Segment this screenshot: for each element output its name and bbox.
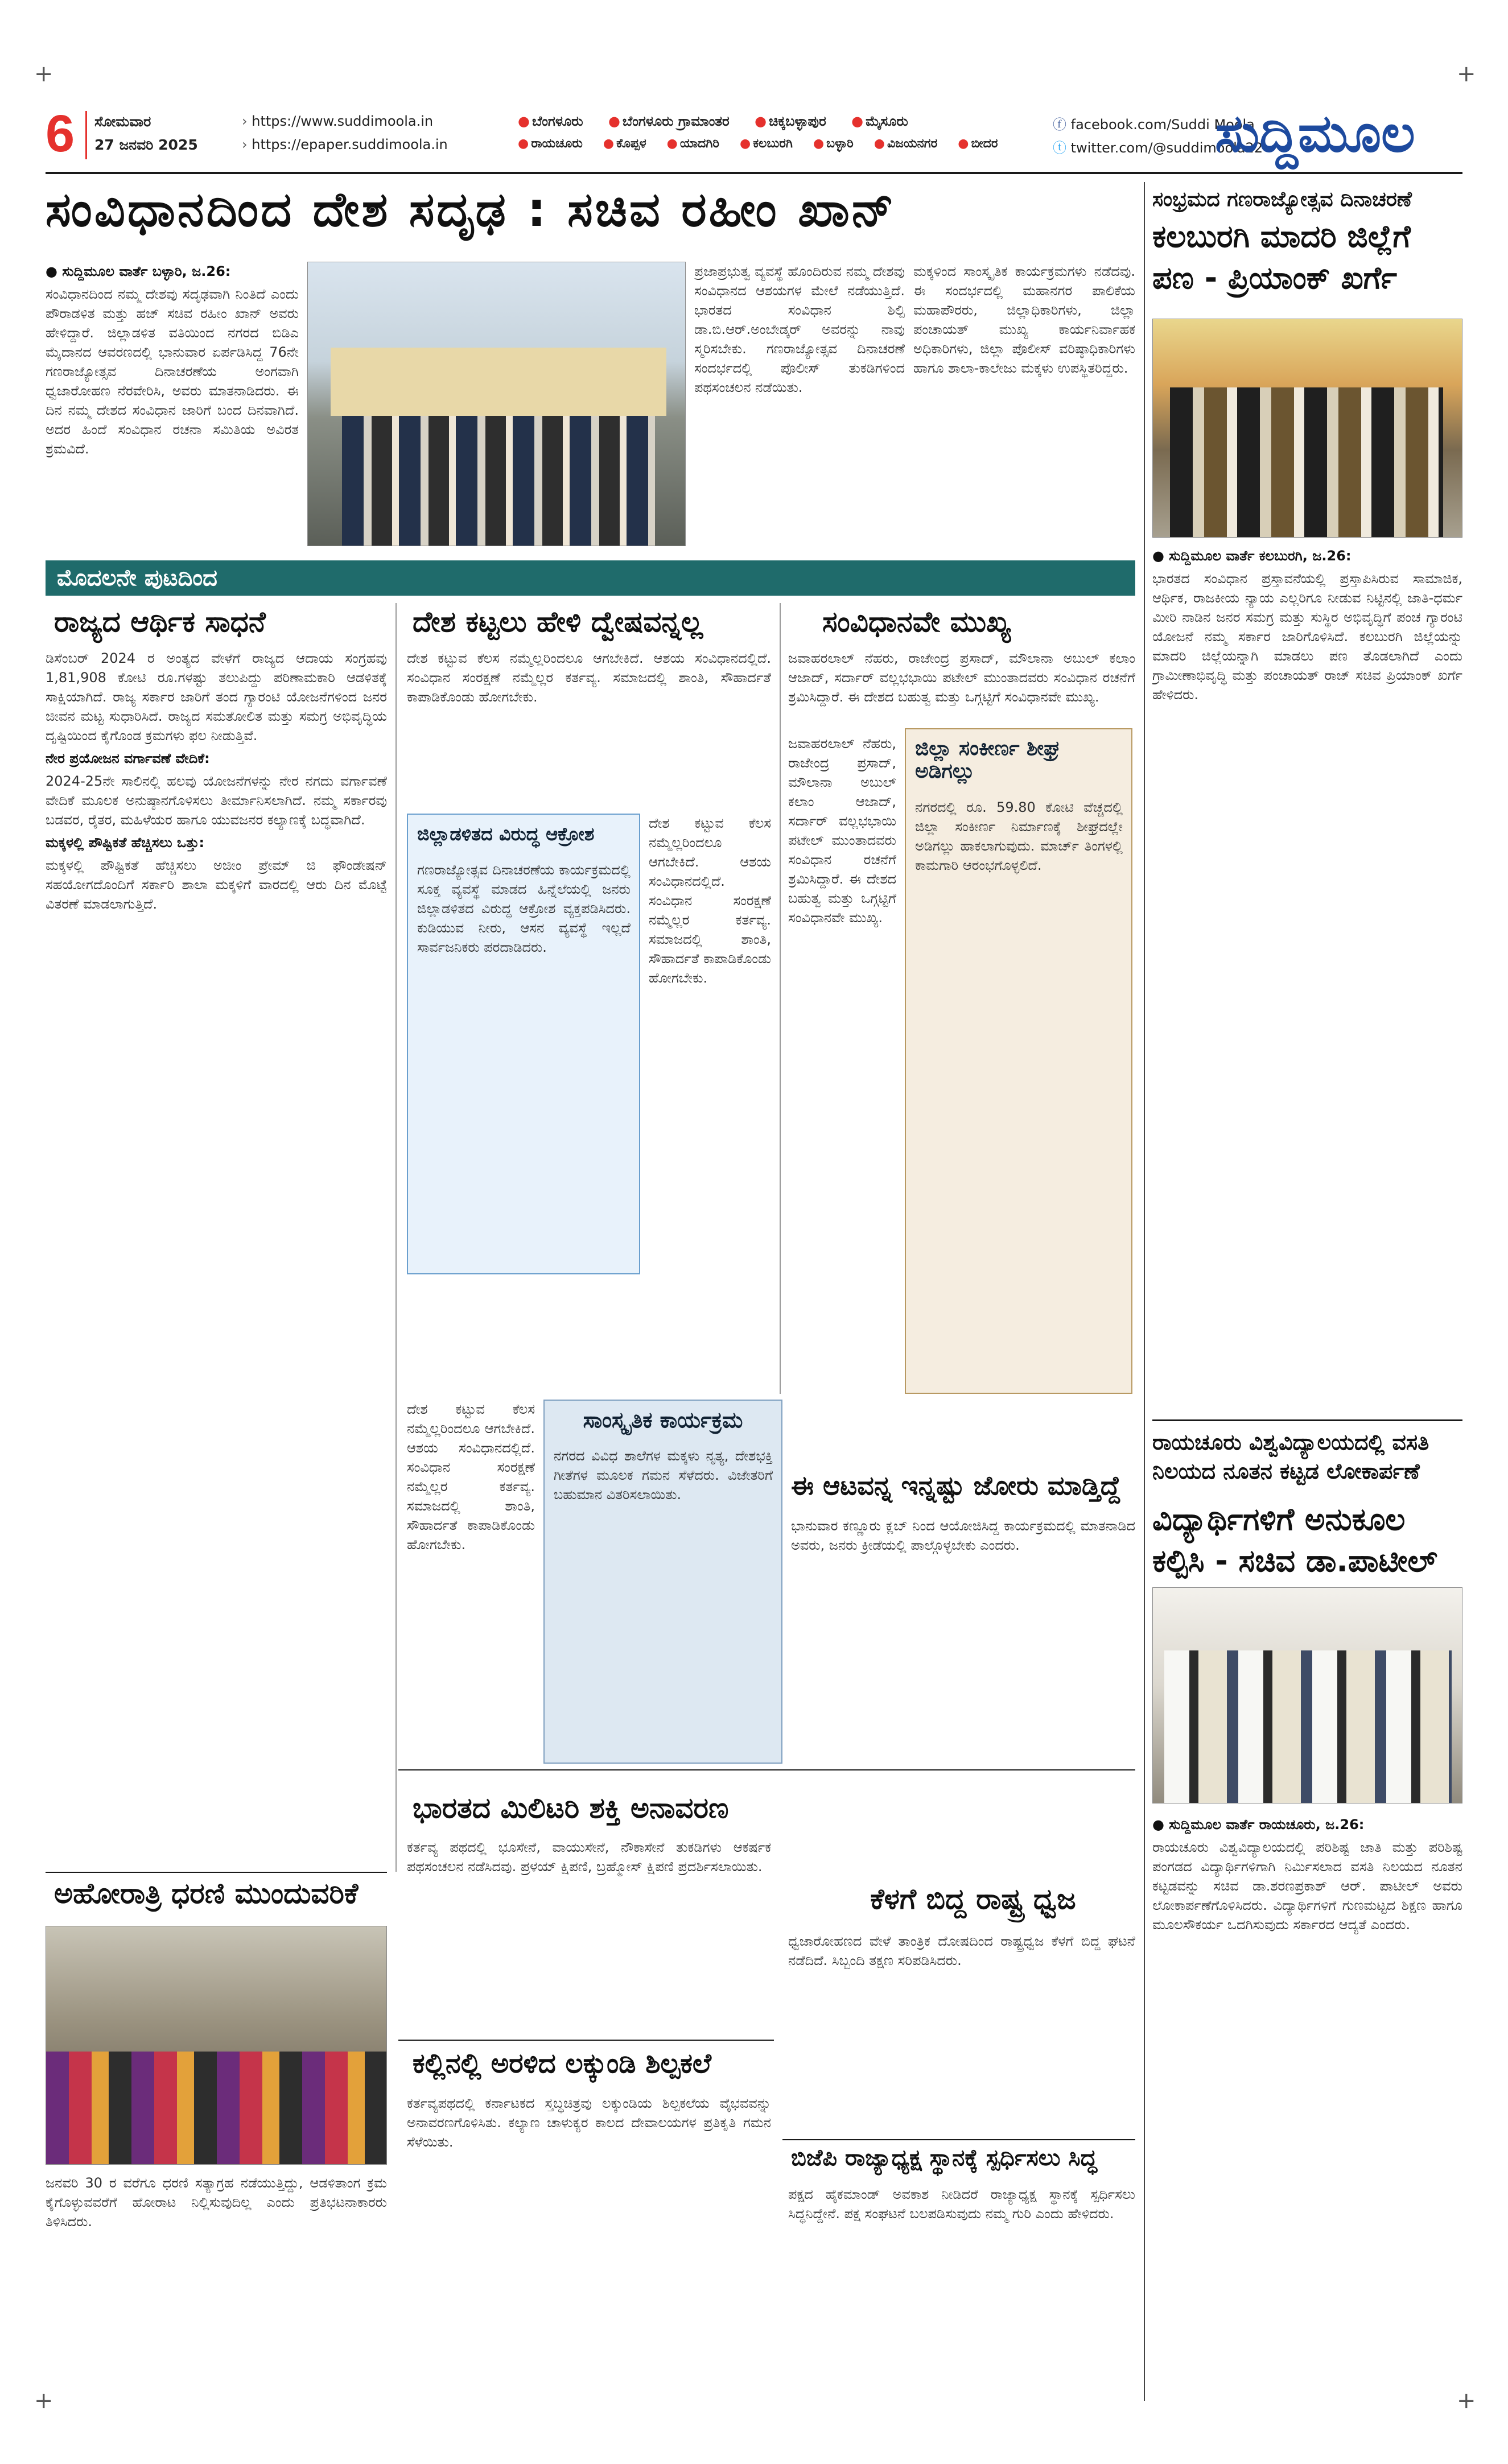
- economy-story: [46, 649, 387, 1860]
- registration-mark: +: [1457, 61, 1476, 87]
- place-label: ಬಳ್ಳಾರಿ: [826, 137, 854, 151]
- subheading: ಮಕ್ಕಳಲ್ಲಿ ಪೌಷ್ಟಿಕತೆ ಹೆಚ್ಚಿಸಲು ಒತ್ತು:: [46, 835, 205, 851]
- nation-story-continued: [649, 814, 771, 1274]
- place-label: ಯಾದಗಿರಿ: [679, 137, 720, 151]
- section-rule: [398, 2040, 774, 2041]
- facebook-icon: ⓕ: [1053, 117, 1066, 133]
- story-text: ಜವಾಹರಲಾಲ್ ನೆಹರು, ರಾಜೇಂದ್ರ ಪ್ರಸಾದ್, ಮೌಲಾನಾ ಅಬುಲ್ ಕಲಾಂ ಆಜಾದ್, ಸರ್ದಾರ್ ವಲ್ಲಭಭಾಯಿ ಪಟೇಲ್ ಮುಂತಾದವರು ಸಂವಿಧಾನ ರಚನೆಗೆ ಶ್ರಮಿಸಿದ್ದಾರೆ. ಈ ದೇಶದ ಬಹುತ್ವ ಮತ್ತು ಒಗ್ಗಟ್ಟಿಗೆ ಸಂವಿಧಾನವೇ ಮುಖ್ಯ.: [788, 736, 896, 926]
- story-headline: ಭಾರತದ ಮಿಲಿಟರಿ ಶಕ್ತಿ ಅನಾವರಣ: [413, 1792, 729, 1825]
- box-title: ಜಿಲ್ಲಾ ಸಂಕೀರ್ಣ ಶೀಘ್ರ ಅಡಿಗಲ್ಲು: [915, 737, 1060, 783]
- ministers-group: [1164, 1650, 1452, 1803]
- box-title: ಜಿಲ್ಲಾಡಳಿತದ ವಿರುದ್ಧ ಆಕ್ರೋಶ: [417, 823, 595, 845]
- facebook-link[interactable]: ⓕ facebook.com/Suddi Moola: [1053, 117, 1255, 133]
- masthead-day: ಸೋಮವಾರ: [94, 113, 151, 130]
- chevron-right-icon: ›: [242, 113, 248, 129]
- lead-photo: [307, 262, 686, 546]
- constitution-story: [788, 649, 1135, 728]
- story-headline: ದೇಶ ಕಟ್ಟಲು ಹೇಳಿ ದ್ವೇಷವನ್ನಲ್ಲ: [413, 605, 703, 638]
- lead-text: ಪ್ರಜಾಪ್ರಭುತ್ವ ವ್ಯವಸ್ಥೆ ಹೊಂದಿರುವ ನಮ್ಮ ದೇಶವು ಸಂವಿಧಾನದ ಆಶಯಗಳ ಮೇಲೆ ನಡೆಯುತ್ತಿದೆ. ಭಾರತದ ಸಂವಿಧಾನ ಶಿಲ್ಪಿ ಡಾ.ಬಿ.ಆರ್.ಅಂಬೇಡ್ಕರ್ ಅವರನ್ನು ನಾವು ಸ್ಮರಿಸಬೇಕು. ಗಣರಾಜ್ಯೋತ್ಸವ ದಿನಾಚರಣೆ ಸಂದರ್ಭದಲ್ಲಿ ಪೊಲೀಸ್ ತುಕಡಿಗಳಿಂದ ಪಥಸಂಚಲನ ನಡೆಯಿತು.: [694, 263, 905, 395]
- masthead-date: 27 ಜನವರಿ 2025: [94, 137, 198, 153]
- place-label: ಚಿಕ್ಕಬಳ್ಳಾಪುರ: [769, 113, 826, 129]
- story-text: ಭಾರತದ ಸಂವಿಧಾನ ಪ್ರಸ್ತಾವನೆಯಲ್ಲಿ ಪ್ರಸ್ತಾಪಿಸಿರುವ ಸಾಮಾಜಿಕ, ಆರ್ಥಿಕ, ರಾಜಕೀಯ ನ್ಯಾಯ ಎಲ್ಲರಿಗೂ ನೀಡುವ ನಿಟ್ಟಿನಲ್ಲಿ ಜಾತಿ-ಧರ್ಮ ಮೀರಿ ನಾಡಿನ ಜನರ ಸಮಗ್ರ ಮತ್ತು ಸುಸ್ಥಿರ ಅಭಿವೃದ್ಧಿಗೆ ಪಂಚ ಗ್ಯಾರಂಟಿ ಯೋಜನೆ ನಮ್ಮ ಸರ್ಕಾರ ಜಾರಿಗೊಳಿಸಿದೆ. ಕಲಬುರಗಿ ಜಿಲ್ಲೆಯನ್ನು ಮಾದರಿ ಜಿಲ್ಲೆಯನ್ನಾಗಿ ಮಾಡಲು ಪಣ ತೊಡಲಾಗಿದೆ ಎಂದು ಗ್ರಾಮೀಣಾಭಿವೃದ್ಧಿ ಮತ್ತು ಪಂಚಾಯತ್ ರಾಜ್ ಸಚಿವ ಪ್ರಿಯಾಂಕ್ ಖರ್ಗೆ ಹೇಳಿದರು.: [1152, 571, 1462, 703]
- story-text: ಕರ್ತವ್ಯಪಥದಲ್ಲಿ ಕರ್ನಾಟಕದ ಸ್ತಬ್ಧಚಿತ್ರವು ಲಕ್ಕುಂಡಿಯ ಶಿಲ್ಪಕಲೆಯ ವೈಭವವನ್ನು ಅನಾವರಣಗೊಳಿಸಿತು. ಕಲ್ಯಾಣ ಚಾಳುಕ್ಯರ ಕಾಲದ ದೇವಾಲಯಗಳ ಪ್ರತಿಕೃತಿ ಗಮನ ಸೆಳೆಯಿತು.: [407, 2095, 771, 2150]
- story-text: ಭಾನುವಾರ ಕಣ್ಣೂರು ಕ್ಲಬ್ ನಿಂದ ಆಯೋಜಿಸಿದ್ದ ಕಾರ್ಯಕ್ರಮದಲ್ಲಿ ಮಾತನಾಡಿದ ಅವರು, ಜನರು ಕ್ರೀಡೆಯಲ್ಲಿ ಪಾಲ್ಗೊಳ್ಳಬೇಕು ಎಂದರು.: [791, 1518, 1135, 1553]
- story-headline: ಕಲಬುರಗಿ ಮಾದರಿ ಜಿಲ್ಲೆಗೆ ಪಣ - ಪ್ರಿಯಾಂಕ್ ಖರ್ಗೆ: [1152, 218, 1411, 296]
- epaper-link[interactable]: › https://epaper.suddimoola.in: [242, 137, 448, 152]
- story-headline: ರಾಜ್ಯದ ಆರ್ಥಿಕ ಸಾಧನೆ: [54, 605, 266, 638]
- section-rule: [782, 2139, 1135, 2140]
- story-headline: ಅಹೋರಾತ್ರಿ ಧರಣಿ ಮುಂದುವರಿಕೆ: [54, 1877, 359, 1910]
- republic-day-photo: [1152, 319, 1462, 538]
- district-protest-box: [407, 814, 640, 1274]
- story-text: ದೇಶ ಕಟ್ಟುವ ಕೆಲಸ ನಮ್ಮೆಲ್ಲರಿಂದಲೂ ಆಗಬೇಕಿದೆ. ಆಶಯ ಸಂವಿಧಾನದಲ್ಲಿದೆ. ಸಂವಿಧಾನ ಸಂರಕ್ಷಣೆ ನಮ್ಮೆಲ್ಲರ ಕರ್ತವ್ಯ. ಸಮಾಜದಲ್ಲಿ ಶಾಂತಿ, ಸೌಹಾರ್ದತೆ ಕಾಪಾಡಿಕೊಂಡು ಹೋಗಬೇಕು.: [649, 815, 771, 986]
- story-headline: ಸಂವಿಧಾನವೇ ಮುಖ್ಯ: [822, 605, 1011, 638]
- divider: [85, 111, 87, 159]
- cultural-program-box: [543, 1400, 782, 1764]
- twitter-icon: ⓣ: [1053, 140, 1066, 156]
- nation-story-continued: [407, 1400, 535, 1764]
- registration-mark: +: [34, 61, 53, 87]
- registration-mark: +: [34, 2388, 53, 2414]
- column-divider: [780, 603, 781, 1394]
- column-divider: [1144, 182, 1145, 2401]
- story-text: 2024-25ನೇ ಸಾಲಿನಲ್ಲಿ ಹಲವು ಯೋಜನೆಗಳನ್ನು ನೇರ ನಗದು ವರ್ಗಾವಣೆ ವೇದಿಕೆ ಮೂಲಕ ಅನುಷ್ಠಾನಗೊಳಿಸಲು ತೀರ್ಮಾನಿಸಲಾಗಿದೆ. ನಮ್ಮ ಸರ್ಕಾರವು ಬಡವರ, ರೈತರ, ಮಹಿಳೆಯರ ಹಾಗೂ ಯುವಜನರ ಕಲ್ಯಾಣಕ್ಕೆ ಬದ್ಧವಾಗಿದೆ.: [46, 773, 387, 828]
- dignitaries-group: [342, 416, 655, 546]
- twitter-link[interactable]: ⓣ twitter.com/@suddimoola22: [1053, 140, 1263, 156]
- story-text: ರಾಯಚೂರು ವಿಶ್ವವಿದ್ಯಾಲಯದಲ್ಲಿ ಪರಿಶಿಷ್ಟ ಜಾತಿ ಮತ್ತು ಪರಿಶಿಷ್ಟ ಪಂಗಡದ ವಿದ್ಯಾರ್ಥಿಗಳಿಗಾಗಿ ನಿರ್ಮಿಸಲಾದ ವಸತಿ ನಿಲಯದ ನೂತನ ಕಟ್ಟಡವನ್ನು ಸಚಿವ ಡಾ.ಶರಣಪ್ರಕಾಶ್ ಆರ್. ಪಾಟೀಲ್ ಅವರು ಲೋಕಾರ್ಪಣೆಗೊಳಿಸಿದರು. ವಿದ್ಯಾರ್ಥಿಗಳಿಗೆ ಗುಣಮಟ್ಟದ ಶಿಕ್ಷಣ ಹಾಗೂ ಮೂಲಸೌಕರ್ಯ ಒದಗಿಸುವುದು ಸರ್ಕಾರದ ಆದ್ಯತೆ ಎಂದರು.: [1152, 1839, 1462, 1933]
- box-text: ನಗರದ ವಿವಿಧ ಶಾಲೆಗಳ ಮಕ್ಕಳು ನೃತ್ಯ, ದೇಶಭಕ್ತಿ ಗೀತೆಗಳ ಮೂಲಕ ಗಮನ ಸೆಳೆದರು. ವಿಜೇತರಿಗೆ ಬಹುಮಾನ ವಿತರಿಸಲಾಯಿತು.: [554, 1448, 773, 1503]
- kicker: ಸಂಭ್ರಮದ ಗಣರಾಜ್ಯೋತ್ಸವ ದಿನಾಚರಣೆ: [1152, 188, 1412, 211]
- story-headline: ವಿದ್ಯಾರ್ಥಿಗಳಿಗೆ ಅನುಕೂಲ ಕಲ್ಪಿಸಿ - ಸಚಿವ ಡಾ.ಪಾಟೀಲ್: [1152, 1501, 1437, 1579]
- place-label: ವಿಜಯನಗರ: [887, 137, 938, 151]
- officials-group: [1170, 387, 1443, 538]
- box-text: ಗಣರಾಜ್ಯೋತ್ಸವ ದಿನಾಚರಣೆಯ ಕಾರ್ಯಕ್ರಮದಲ್ಲಿ ಸೂಕ್ತ ವ್ಯವಸ್ಥೆ ಮಾಡದ ಹಿನ್ನೆಲೆಯಲ್ಲಿ ಜನರು ಜಿಲ್ಲಾಡಳಿತದ ವಿರುದ್ಧ ಆಕ್ರೋಶ ವ್ಯಕ್ತಪಡಿಸಿದರು. ಕುಡಿಯುವ ನೀರು, ಆಸನ ವ್ಯವಸ್ಥೆ ಇಲ್ಲದೆ ಸಾರ್ವಜನಿಕರು ಪರದಾಡಿದರು.: [417, 862, 631, 955]
- subheading: ನೇರ ಪ್ರಯೋಜನ ವರ್ಗಾವಣೆ ವೇದಿಕೆ:: [46, 750, 210, 766]
- story-text: ಮಕ್ಕಳಲ್ಲಿ ಪೌಷ್ಟಿಕತೆ ಹೆಚ್ಚಿಸಲು ಅಜೀಂ ಪ್ರೇಮ್ ಜಿ ಫೌಂಡೇಷನ್ ಸಹಯೋಗದೊಂದಿಗೆ ಸರ್ಕಾರಿ ಶಾಲಾ ಮಕ್ಕಳಿಗೆ ವಾರದಲ್ಲಿ ಆರು ದಿನ ಮೊಟ್ಟೆ ವಿತರಣೆ ಮಾಡಲಾಗುತ್ತಿದೆ.: [46, 857, 387, 912]
- places-row-2: ● ರಾಯಚೂರು ● ಕೊಪ್ಪಳ ● ಯಾದಗಿರಿ ● ಕಲಬುರಗಿ ● ಬಳ್ಳಾರಿ ● ವಿಜಯನಗರ ● ಬೀದರ: [518, 137, 998, 151]
- raichur-photo: [1152, 1587, 1462, 1803]
- story-byline: ● ಸುದ್ದಿಮೂಲ ವಾರ್ತೆ ರಾಯಚೂರು, ಜ.26:: [1152, 1817, 1365, 1832]
- story-headline: ಬಿಜೆಪಿ ರಾಜ್ಯಾಧ್ಯಕ್ಷ ಸ್ಥಾನಕ್ಕೆ ಸ್ಪರ್ಧಿಸಲು ಸಿದ್ಧ: [791, 2145, 1097, 2171]
- lead-text: ಮಕ್ಕಳಿಂದ ಸಾಂಸ್ಕೃತಿಕ ಕಾರ್ಯಕ್ರಮಗಳು ನಡೆದವು. ಈ ಸಂದರ್ಭದಲ್ಲಿ ಮಹಾನಗರ ಪಾಲಿಕೆಯ ಮಹಾಪೌರರು, ಜಿಲ್ಲಾಧಿಕಾರಿಗಳು, ಜಿಲ್ಲಾ ಪಂಚಾಯತ್ ಮುಖ್ಯ ಕಾರ್ಯನಿರ್ವಾಹಕ ಅಧಿಕಾರಿಗಳು, ಜಿಲ್ಲಾ ಪೊಲೀಸ್ ವರಿಷ್ಠಾಧಿಕಾರಿಗಳು ಹಾಗೂ ಶಾಲಾ-ಕಾಲೇಜು ಮಕ್ಕಳು ಉಪಸ್ಥಿತರಿದ್ದರು.: [913, 263, 1135, 376]
- lead-column-3: [913, 262, 1135, 552]
- page-number: 6: [46, 105, 75, 163]
- story-text: ಜನವರಿ 30 ರ ವರೆಗೂ ಧರಣಿ ಸತ್ಯಾಗ್ರಹ ನಡೆಯುತ್ತಿದ್ದು, ಆಡಳಿತಾಂಗ ಕ್ರಮ ಕೈಗೊಳ್ಳುವವರೆಗೆ ಹೋರಾಟ ನಿಲ್ಲಿಸುವುದಿಲ್ಲ ಎಂದು ಪ್ರತಿಭಟನಾಕಾರರು ತಿಳಿಸಿದರು.: [46, 2175, 387, 2230]
- nation-story: [407, 649, 771, 808]
- lead-column-1: [46, 262, 299, 552]
- place-label: ಬೀದರ: [971, 137, 998, 151]
- stage-canopy: [331, 348, 666, 416]
- story-byline: ● ಸುದ್ದಿಮೂಲ ವಾರ್ತೆ ಕಲಬುರಗಿ, ಜ.26:: [1152, 548, 1352, 564]
- masthead-rule: [46, 172, 1462, 174]
- lead-column-2: [694, 262, 905, 552]
- lead-text: ಸಂವಿಧಾನದಿಂದ ನಮ್ಮ ದೇಶವು ಸದೃಢವಾಗಿ ನಿಂತಿದೆ ಎಂದು ಪೌರಾಡಳಿತ ಮತ್ತು ಹಜ್ ಸಚಿವ ರಹೀಂ ಖಾನ್ ಅವರು ಹೇಳಿದ್ದಾರೆ. ಜಿಲ್ಲಾಡಳಿತ ವತಿಯಿಂದ ನಗರದ ಬಿಡಿಎ ಮೈದಾನದ ಆವರಣದಲ್ಲಿ ಭಾನುವಾರ ಏರ್ಪಡಿಸಿದ್ದ 76ನೇ ಗಣರಾಜ್ಯೋತ್ಸವ ದಿನಾಚರಣೆಯ ಅಂಗವಾಗಿ ಧ್ವಜಾರೋಹಣ ನೆರವೇರಿಸಿ, ಅವರು ಮಾತನಾಡಿದರು. ಈ ದಿನ ನಮ್ಮ ದೇಶದ ಸಂವಿಧಾನ ಜಾರಿಗೆ ಬಂದ ದಿನವಾಗಿದೆ. ಅದರ ಹಿಂದೆ ಸಂವಿಧಾನ ರಚನಾ ಸಮಿತಿಯ ಅವಿರತ ಶ್ರಮವಿದೆ.: [46, 286, 299, 457]
- story-headline: ಈ ಆಟವನ್ನ ಇನ್ನಷ್ಟು ಜೋರು ಮಾಡ್ತಿದ್ದೆ: [791, 1470, 1121, 1501]
- continued-from-front-band: [46, 560, 1135, 596]
- story-text: ಪಕ್ಷದ ಹೈಕಮಾಂಡ್ ಅವಕಾಶ ನೀಡಿದರೆ ರಾಜ್ಯಾಧ್ಯಕ್ಷ ಸ್ಥಾನಕ್ಕೆ ಸ್ಪರ್ಧಿಸಲು ಸಿದ್ಧನಿದ್ದೇನೆ. ಪಕ್ಷ ಸಂಘಟನೆ ಬಲಪಡಿಸುವುದು ನಮ್ಮ ಗುರಿ ಎಂದು ಹೇಳಿದರು.: [788, 2186, 1135, 2222]
- band-label: ಮೊದಲನೇ ಪುಟದಿಂದ: [57, 565, 217, 591]
- story-text: ಕರ್ತವ್ಯ ಪಥದಲ್ಲಿ ಭೂಸೇನೆ, ವಾಯುಸೇನೆ, ನೌಕಾಸೇನೆ ತುಕಡಿಗಳು ಆಕರ್ಷಕ ಪಥಸಂಚಲನ ನಡೆಸಿದವು. ಪ್ರಳಯ್ ಕ್ಷಿಪಣಿ, ಬ್ರಹ್ಮೋಸ್ ಕ್ಷಿಪಣಿ ಪ್ರದರ್ಶಿಸಲಾಯಿತು.: [407, 1839, 771, 1875]
- section-rule: [1152, 1419, 1462, 1421]
- website-link[interactable]: › https://www.suddimoola.in: [242, 113, 434, 129]
- story-headline: ಕಲ್ಲಿನಲ್ಲಿ ಅರಳಿದ ಲಕ್ಕುಂಡಿ ಶಿಲ್ಪಕಲೆ: [413, 2048, 711, 2079]
- places-row-1: ● ಬೆಂಗಳೂರು ● ಬೆಂಗಳೂರು ಗ್ರಾಮಾಂತರ ● ಚಿಕ್ಕಬಳ್ಳಾಪುರ ● ಮೈಸೂರು: [518, 113, 908, 129]
- masthead: [46, 105, 1462, 168]
- place-label: ರಾಯಚೂರು: [531, 137, 583, 151]
- place-label: ಬೆಂಗಳೂರು ಗ್ರಾಮಾಂತರ: [622, 113, 730, 129]
- strike-story: [46, 2173, 387, 2401]
- campaign-story: [791, 1516, 1135, 1755]
- place-label: ಕೊಪ್ಪಳ: [616, 137, 646, 151]
- chevron-right-icon: ›: [242, 137, 248, 152]
- story-headline: ಕೆಳಗೆ ಬಿದ್ದ ರಾಷ್ಟ್ರ ಧ್ವಜ: [870, 1883, 1076, 1916]
- story-headline: ರಾಯಚೂರು ವಿಶ್ವವಿದ್ಯಾಲಯದಲ್ಲಿ ವಸತಿ ನಿಲಯದ ನೂತನ ಕಟ್ಟಡ ಲೋಕಾರ್ಪಣೆ: [1152, 1430, 1429, 1484]
- flag-story: [788, 1931, 1135, 2136]
- section-rule: [46, 1872, 387, 1873]
- story-text: ದೇಶ ಕಟ್ಟುವ ಕೆಲಸ ನಮ್ಮೆಲ್ಲರಿಂದಲೂ ಆಗಬೇಕಿದೆ. ಆಶಯ ಸಂವಿಧಾನದಲ್ಲಿದೆ. ಸಂವಿಧಾನ ಸಂರಕ್ಷಣೆ ನಮ್ಮೆಲ್ಲರ ಕರ್ತವ್ಯ. ಸಮಾಜದಲ್ಲಿ ಶಾಂತಿ, ಸೌಹಾರ್ದತೆ ಕಾಪಾಡಿಕೊಂಡು ಹೋಗಬೇಕು.: [407, 650, 771, 705]
- kalaburagi-story: [1152, 546, 1462, 1371]
- constitution-story-continued: [788, 734, 896, 1394]
- lead-byline: ● ಸುದ್ದಿಮೂಲ ವಾರ್ತೆ ಬಳ್ಳಾರಿ, ಜ.26:: [46, 263, 231, 279]
- box-text: ನಗರದಲ್ಲಿ ರೂ. 59.80 ಕೋಟಿ ವೆಚ್ಚದಲ್ಲಿ ಜಿಲ್ಲಾ ಸಂಕೀರ್ಣ ನಿರ್ಮಾಣಕ್ಕೆ ಶೀಘ್ರದಲ್ಲೇ ಅಡಿಗಲ್ಲು ಹಾಕಲಾಗುವುದು. ಮಾರ್ಚ್ ತಿಂಗಳಲ್ಲಿ ಕಾಮಗಾರಿ ಆರಂಭಗೊಳ್ಳಲಿದೆ.: [915, 799, 1123, 873]
- registration-mark: +: [1457, 2388, 1476, 2414]
- bjp-story: [788, 2185, 1135, 2401]
- section-rule: [398, 1769, 1135, 1770]
- story-text: ಧ್ವಜಾರೋಹಣದ ವೇಳೆ ತಾಂತ್ರಿಕ ದೋಷದಿಂದ ರಾಷ್ಟ್ರಧ್ವಜ ಕೆಳಗೆ ಬಿದ್ದ ಘಟನೆ ನಡೆದಿದೆ. ಸಿಬ್ಬಂದಿ ತಕ್ಷಣ ಸರಿಪಡಿಸಿದರು.: [788, 1933, 1135, 1968]
- story-text: ಡಿಸೆಂಬರ್ 2024 ರ ಅಂತ್ಯದ ವೇಳೆಗೆ ರಾಜ್ಯದ ಆದಾಯ ಸಂಗ್ರಹವು 1,81,908 ಕೋಟಿ ರೂ.ಗಳಷ್ಟು ತಲುಪಿದ್ದು ಪರಿಣಾಮಕಾರಿ ಆಡಳಿತಕ್ಕೆ ಸಾಕ್ಷಿಯಾಗಿದೆ. ರಾಜ್ಯ ಸರ್ಕಾರ ಜಾರಿಗೆ ತಂದ ಗ್ಯಾರಂಟಿ ಯೋಜನೆಗಳಿಂದ ಜನರ ಜೀವನ ಮಟ್ಟ ಸುಧಾರಿಸಿದೆ. ರಾಜ್ಯದ ಸಮತೋಲಿತ ಮತ್ತು ಸಮಗ್ರ ಅಭಿವೃದ್ಧಿಯ ದೃಷ್ಟಿಯಿಂದ ಕೈಗೊಂಡ ಕ್ರಮಗಳು ಫಲ ನೀಡುತ್ತಿವೆ.: [46, 650, 387, 744]
- story-text: ಜವಾಹರಲಾಲ್ ನೆಹರು, ರಾಜೇಂದ್ರ ಪ್ರಸಾದ್, ಮೌಲಾನಾ ಅಬುಲ್ ಕಲಾಂ ಆಜಾದ್, ಸರ್ದಾರ್ ವಲ್ಲಭಭಾಯಿ ಪಟೇಲ್ ಮುಂತಾದವರು ಸಂವಿಧಾನ ರಚನೆಗೆ ಶ್ರಮಿಸಿದ್ದಾರೆ. ಈ ದೇಶದ ಬಹುತ್ವ ಮತ್ತು ಒಗ್ಗಟ್ಟಿಗೆ ಸಂವಿಧಾನವೇ ಮುಖ್ಯ.: [788, 650, 1135, 705]
- district-complex-box: [905, 728, 1132, 1394]
- place-label: ಬೆಂಗಳೂರು: [531, 113, 583, 129]
- sculpture-story: [407, 2094, 771, 2401]
- place-label: ಕಲಬುರಗಿ: [753, 137, 793, 151]
- lead-headline: ಸಂವಿಧಾನದಿಂದ ದೇಶ ಸದೃಢ : ಸಚಿವ ರಹೀಂ ಖಾನ್: [46, 181, 896, 237]
- strike-photo: [46, 1926, 387, 2165]
- newspaper-logo: ಸುದ್ದಿಮೂಲ: [1215, 103, 1415, 164]
- military-story: [407, 1838, 771, 2031]
- story-text: ದೇಶ ಕಟ್ಟುವ ಕೆಲಸ ನಮ್ಮೆಲ್ಲರಿಂದಲೂ ಆಗಬೇಕಿದೆ. ಆಶಯ ಸಂವಿಧಾನದಲ್ಲಿದೆ. ಸಂವಿಧಾನ ಸಂರಕ್ಷಣೆ ನಮ್ಮೆಲ್ಲರ ಕರ್ತವ್ಯ. ಸಮಾಜದಲ್ಲಿ ಶಾಂತಿ, ಸೌಹಾರ್ದತೆ ಕಾಪಾಡಿಕೊಂಡು ಹೋಗಬೇಕು.: [407, 1401, 535, 1553]
- column-divider: [395, 603, 397, 1872]
- place-label: ಮೈಸೂರು: [866, 113, 908, 129]
- protesters-group: [46, 2052, 387, 2165]
- box-title: ಸಾಂಸ್ಕೃತಿಕ ಕಾರ್ಯಕ್ರಮ: [583, 1408, 743, 1433]
- raichur-story: [1152, 1815, 1462, 2401]
